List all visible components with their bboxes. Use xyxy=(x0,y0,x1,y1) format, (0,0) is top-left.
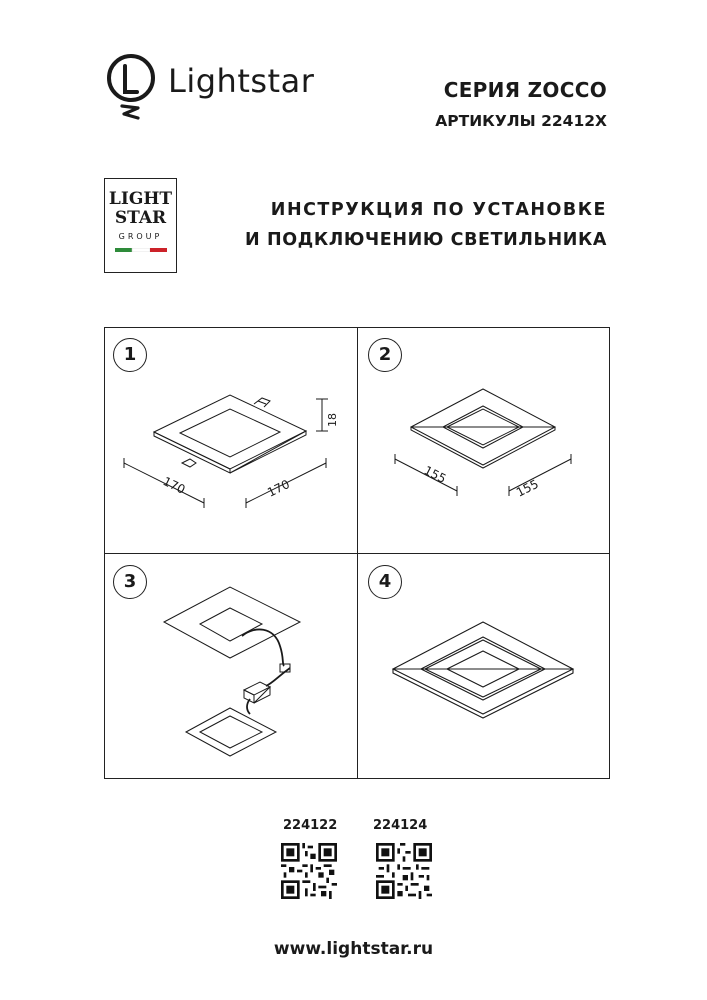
instruction-title-line1: ИНСТРУКЦИЯ ПО УСТАНОВКЕ xyxy=(270,200,607,220)
qr-code-224122-icon[interactable] xyxy=(281,843,337,899)
website-link[interactable]: www.lightstar.ru xyxy=(273,939,434,959)
step-1-dim-b: 170 xyxy=(265,477,292,500)
step-1-dim-a: 170 xyxy=(160,474,188,497)
instruction-title-line2: И ПОДКЛЮЧЕНИЮ СВЕТИЛЬНИКА xyxy=(245,230,607,250)
step-1-dim-h: 18 xyxy=(326,413,339,427)
qr-code-224124-icon[interactable] xyxy=(376,843,432,899)
lightstar-group-logo xyxy=(104,178,177,273)
step-2-dimensions-diagram xyxy=(357,327,610,553)
product-code-224122: 224122 xyxy=(283,818,338,833)
step-4-number: 4 xyxy=(368,565,402,599)
lightstar-logo-icon xyxy=(104,52,160,126)
step-2-dim-a: 155 xyxy=(421,463,449,487)
articles-label: АРТИКУЛЫ 22412X xyxy=(435,112,607,130)
step-2-dim-b: 155 xyxy=(514,476,541,500)
step-3-number: 3 xyxy=(113,565,147,599)
step-1-number: 1 xyxy=(113,338,147,372)
group-logo-line1: LIGHT xyxy=(108,189,173,209)
series-title: СЕРИЯ ZOCCO xyxy=(443,78,607,102)
step-3-wiring-diagram xyxy=(104,554,357,779)
step-2-number: 2 xyxy=(368,338,402,372)
step-1-dimensions-diagram xyxy=(104,327,357,553)
product-code-224124: 224124 xyxy=(373,818,428,833)
group-logo-line3: GROUP xyxy=(118,232,163,241)
group-logo-line2: STAR xyxy=(114,208,167,228)
italian-flag-stripe xyxy=(115,248,167,252)
step-4-installed-diagram xyxy=(357,554,610,779)
brand-name: Lightstar xyxy=(168,62,315,100)
